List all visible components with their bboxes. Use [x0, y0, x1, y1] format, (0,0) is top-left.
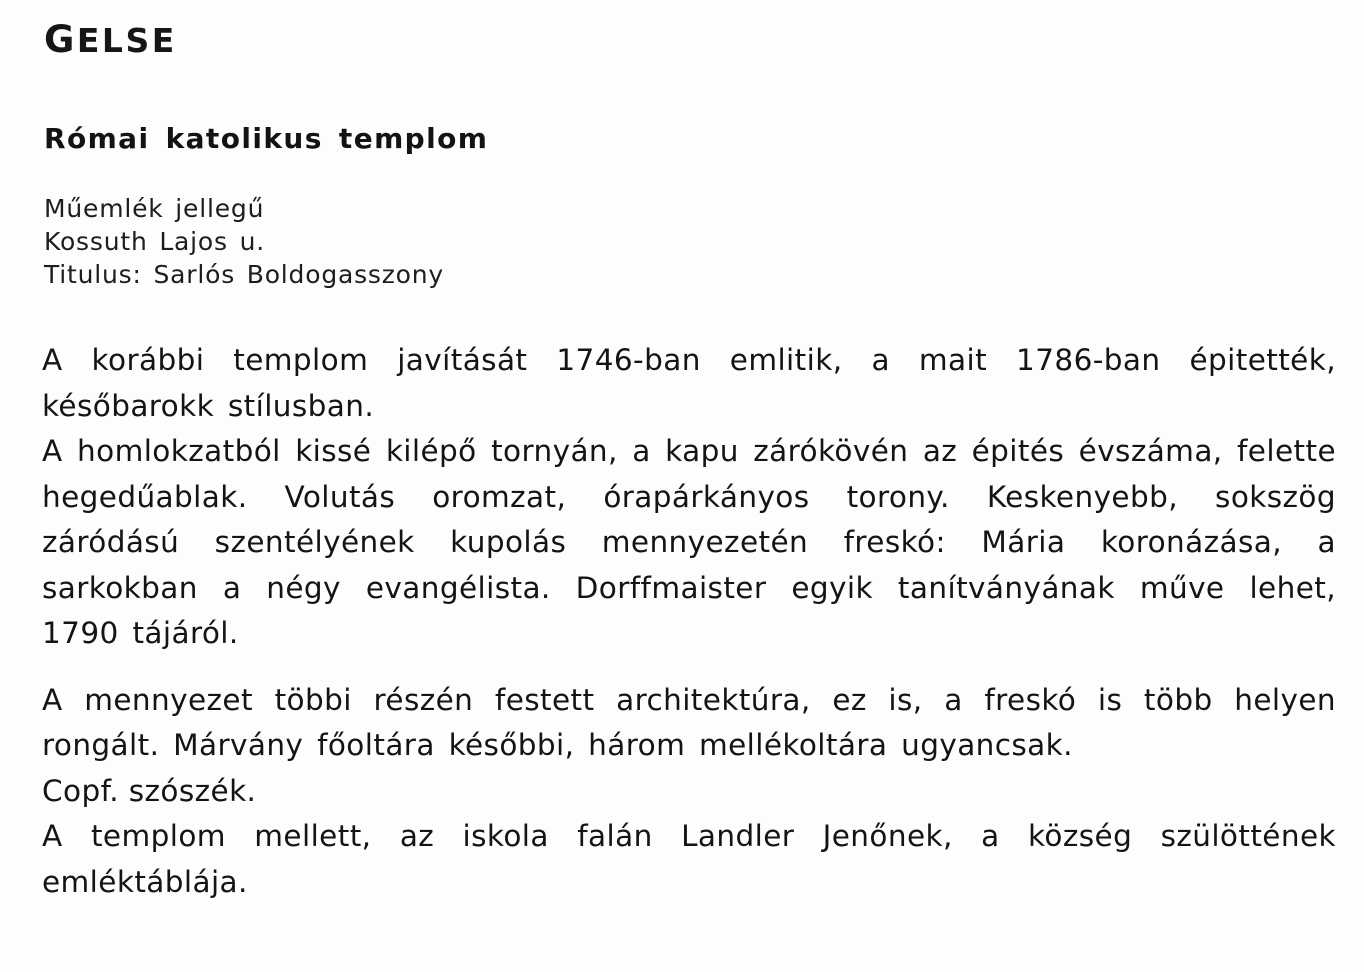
paragraph-memorial: A templom mellett, az iskola falán Landler Jenőnek, a község szülöttének emléktáblája. — [42, 819, 1336, 899]
paragraph-ceiling: A mennyezet többi részén festett architektúra, ez is, a freskó is több helyen rongált. Márvány főoltára későbbi, három mellékoltára ugyancsak. — [42, 682, 1336, 762]
body-text — [42, 338, 1336, 905]
paragraph-history: A korábbi templom javítását 1746-ban emlitik, a mait 1786-ban épitették, későbarokk stílusban. — [42, 343, 1336, 423]
metadata-line-titulus: Titulus: Sarlós Boldogasszony — [44, 260, 445, 289]
page-title-initial: G — [44, 18, 77, 61]
page-title-rest: ELSE — [76, 21, 177, 60]
monument-metadata — [44, 192, 444, 291]
paragraph-architecture: A homlokzatból kissé kilépő tornyán, a kapu zárókövén az épités évszáma, felette hegedűablak. Volutás oromzat, órapárkányos torony. Keskenyebb, sokszög záródású szentélyének kupolás mennyezetén freskó: Mária koronázása, a sarkokban a négy evangélista. Dorffmaister egyik tanítványának műve lehet, 1790 tájáról. — [42, 434, 1336, 650]
metadata-line-address: Kossuth Lajos u. — [44, 227, 265, 256]
monument-heading: Római katolikus templom — [44, 122, 489, 155]
metadata-line-protection: Műemlék jellegű — [44, 194, 265, 223]
page-title — [44, 18, 177, 61]
paragraph-spacer — [42, 657, 1336, 678]
paragraph-pulpit: Copf. szószék. — [42, 773, 257, 808]
